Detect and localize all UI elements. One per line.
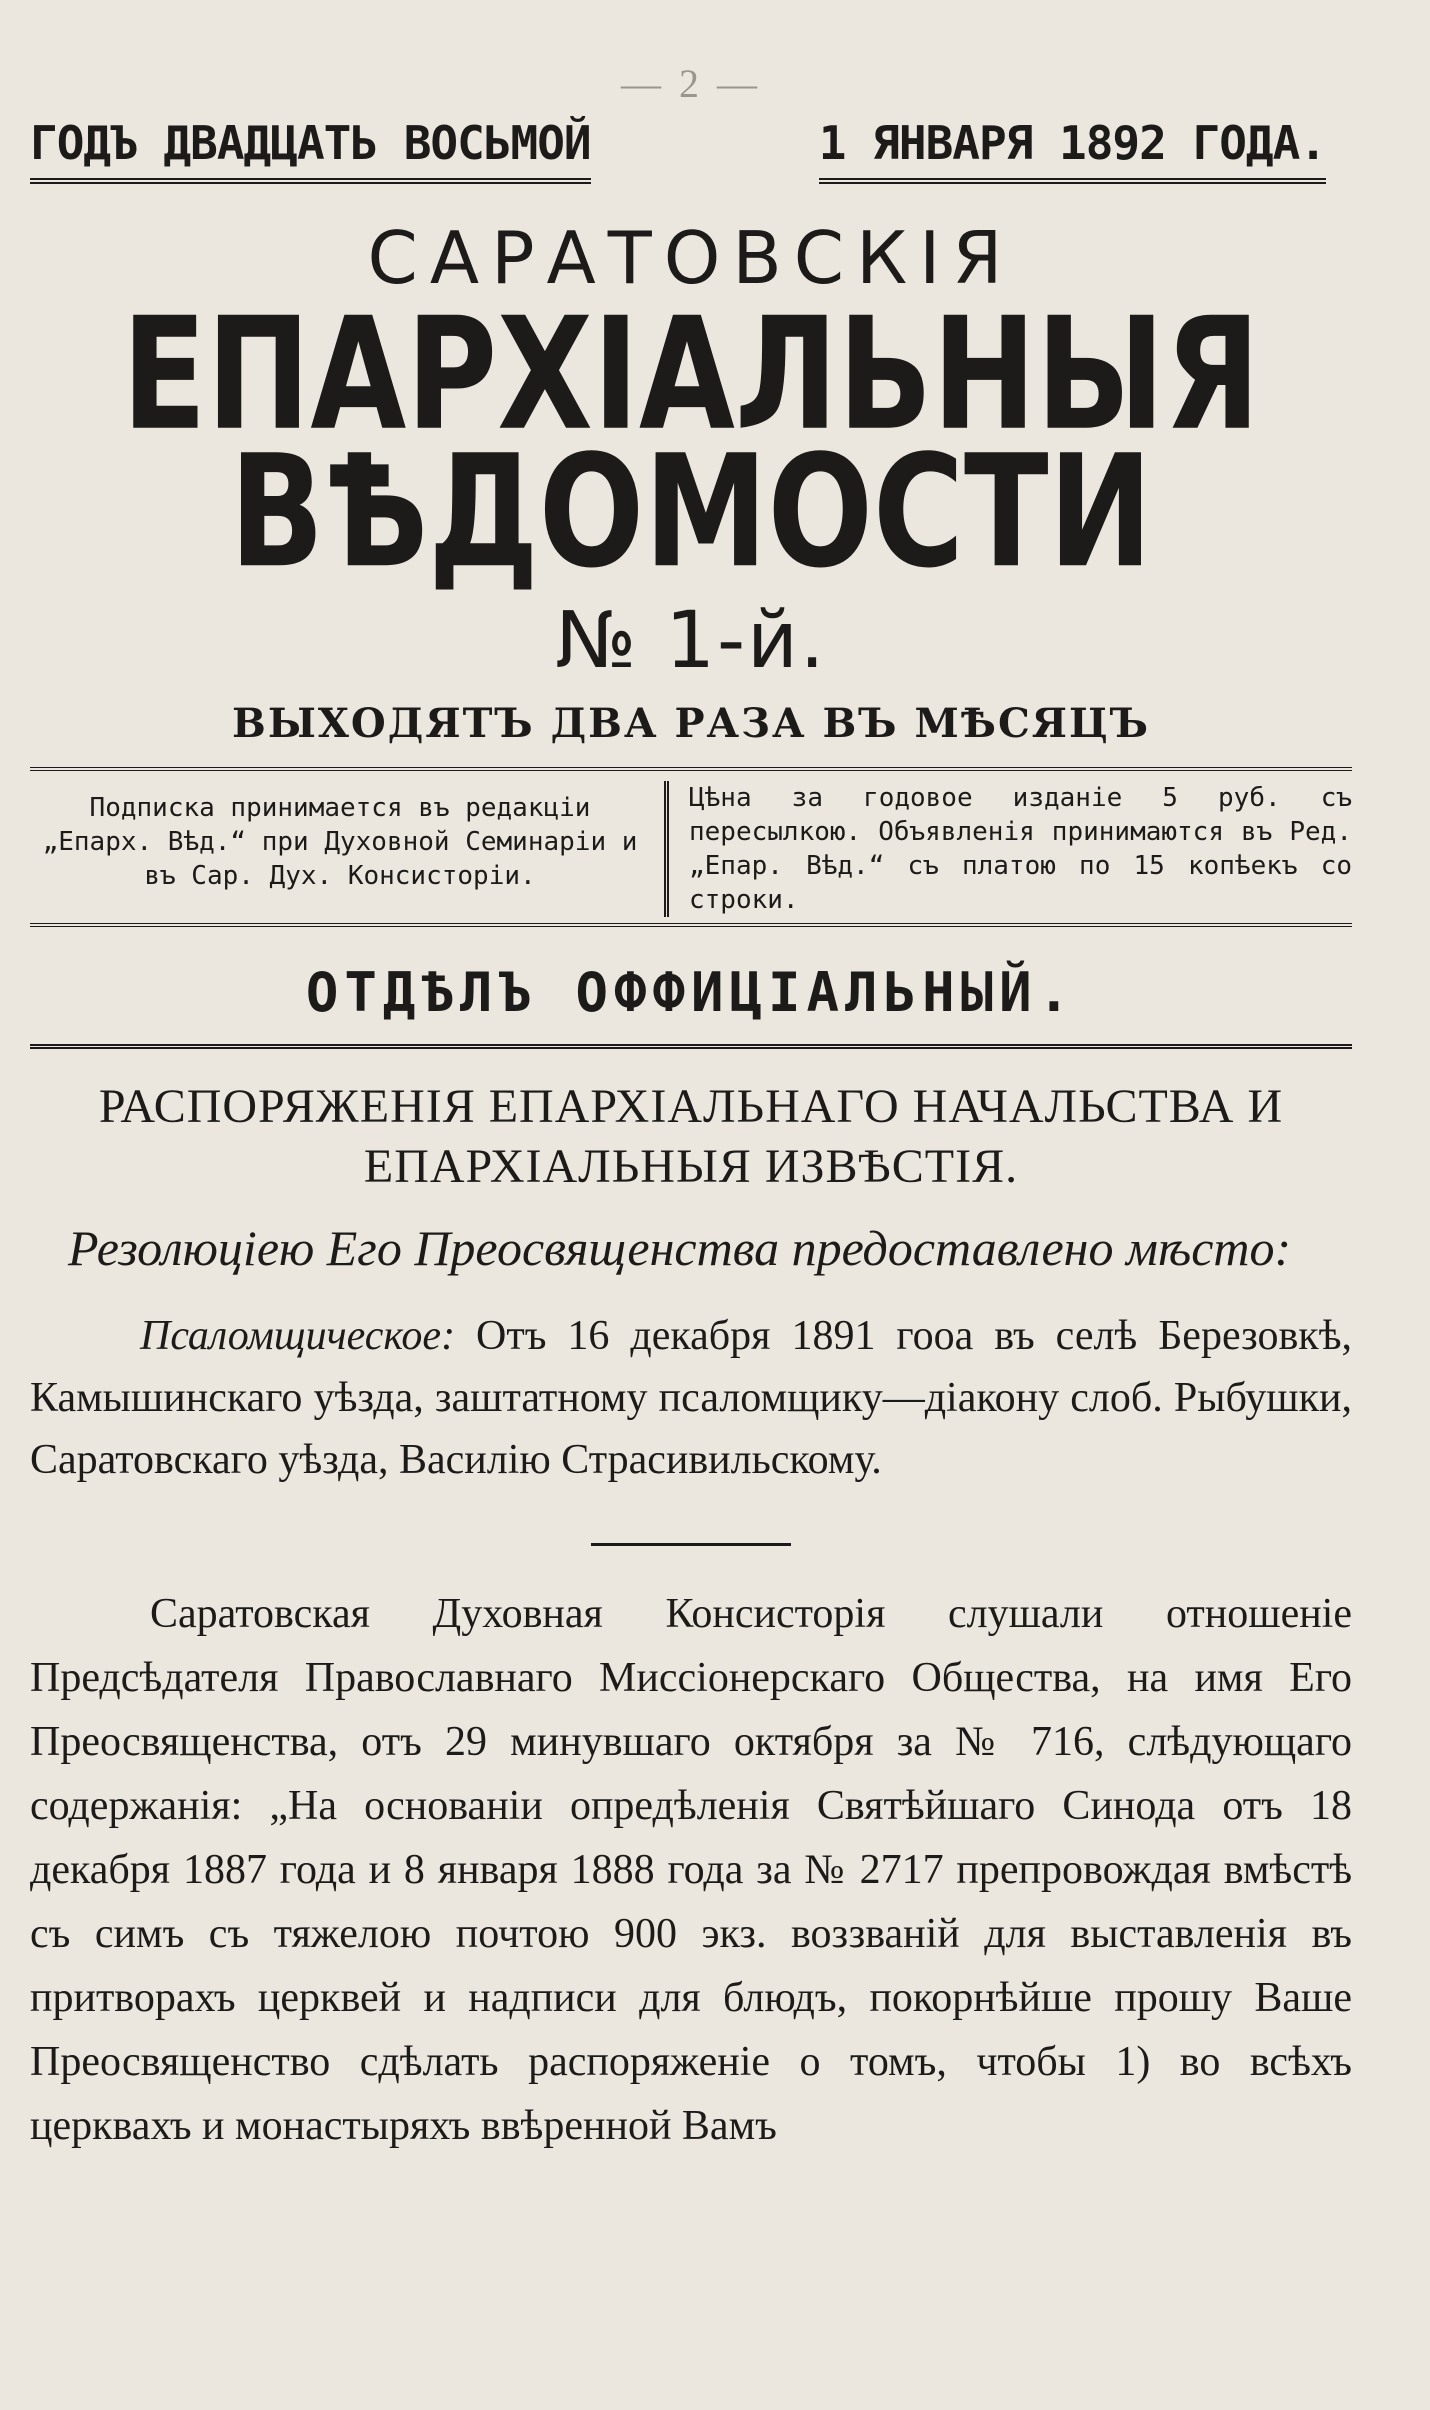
paragraph-lead: Псаломщическое: — [140, 1313, 456, 1359]
masthead-title-line2: ЕПАРХІАЛЬНЫЯ ВѢДОМОСТИ — [121, 285, 1261, 603]
subscription-box — [30, 767, 1352, 927]
paragraph-consistory: Саратовская Духовная Консисторія слушали отношеніе Предсѣдателя Православнаго Миссіонерскаго Общества, на имя Его Преосвященства, отъ 29 минувшаго октября за № 716, слѣдующаго содержанія: „На основаніи опредѣленія Святѣйшаго Синода отъ 18 декабря 1887 года и 8 января 1888 года за № 2717 препровождая вмѣстѣ съ симъ съ тяжелою почтою 900 экз. воззваній для выставленія въ притворахъ церквей и надписи для блюдъ, покорнѣйше прошу Ваше Преосвященство сдѣлать распоряженіе о томъ, чтобы 1) во всѣхъ церквахъ и монастыряхъ ввѣренной Вамъ — [30, 1591, 1352, 2149]
date-label: 1 ЯНВАРЯ 1892 ГОДА. — [819, 116, 1326, 184]
paragraph-psalmist — [30, 1305, 1352, 1491]
paragraph-text: Отъ 16 декабря 1891 гооа въ селѣ Березовкѣ, Камышинскаго уѣзда, заштатному псаломщику—діакону слоб. Рыбушки, Саратовскаго уѣзда, Василію Страсивильскому. — [30, 1313, 1352, 1483]
year-label: ГОДЪ ДВАДЦАТЬ ВОСЬМОЙ — [30, 116, 591, 184]
page-number: — 2 — — [621, 61, 761, 106]
header-line — [30, 116, 1352, 184]
article-heading: РАСПОРЯЖЕНІЯ ЕПАРХІАЛЬНАГО НАЧАЛЬСТВА И ЕПАРХІАЛЬНЫЯ ИЗВѢСТІЯ. — [98, 1080, 1284, 1193]
resolution-line: Резолюціею Его Преосвященства предоставлено мѣсто: — [68, 1220, 1292, 1276]
section-title: ОТДѢЛЪ ОФФИЦІАЛЬНЫЙ. — [305, 961, 1077, 1024]
publication-frequency: ВЫХОДЯТЪ ДВА РАЗА ВЪ МѢСЯЦЪ — [232, 700, 1150, 747]
subscription-info: Подписка принимается въ редакціи „Епарх. Вѣд.“ при Духовной Семинаріи и въ Сар. Дух. Консисторіи. — [30, 781, 669, 917]
short-divider — [591, 1543, 791, 1546]
price-info: Цѣна за годовое изданіе 5 руб. съ пересылкою. Объявленія принимаются въ Ред. „Епар. Вѣд.“ съ платою по 15 копѣекъ со строки. — [689, 783, 1352, 915]
issue-number: № 1-й. — [555, 596, 827, 686]
masthead-title-line1: САРАТОВСКІЯ — [367, 216, 1015, 300]
section-divider — [30, 1044, 1352, 1049]
